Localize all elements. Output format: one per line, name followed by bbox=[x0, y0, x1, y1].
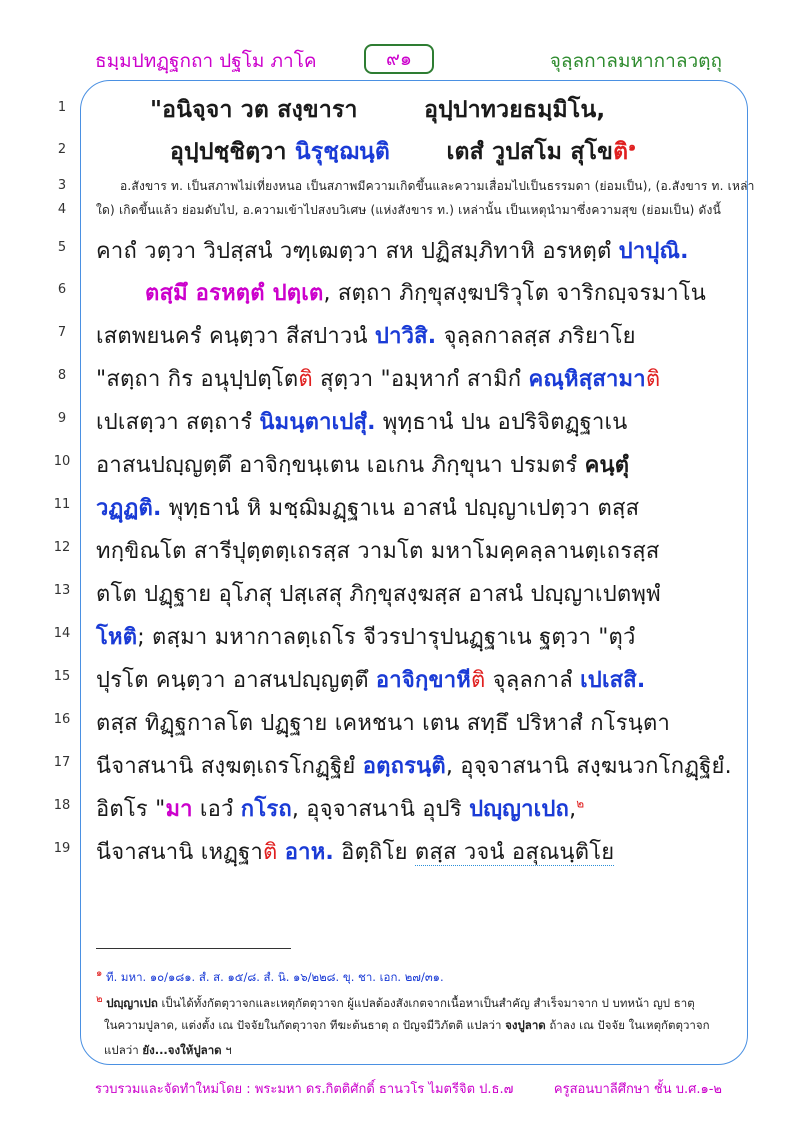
line-number: 8 bbox=[57, 368, 67, 383]
line-number: 12 bbox=[53, 540, 71, 555]
page-number: ๙๑ bbox=[364, 44, 434, 74]
line-number: 1 bbox=[57, 100, 67, 115]
footer-author: รวบรวมและจัดทำใหม่โดย : พระมหา ดร.กิตติศักดิ์ ธานวโร ไมตรีจิต ป.ธ.๗ bbox=[95, 1082, 514, 1097]
body-line-6: ตสฺมึ อรหตฺตํ ปตฺเต, สตฺถา ภิกฺขุสงฺฆปริวุโต จาริกญฺจรมาโน bbox=[145, 281, 707, 306]
line-number: 4 bbox=[57, 202, 67, 217]
body-line-8: "สตฺถา กิร อนุปฺปตฺโตติ สุตฺวา "อมฺหากํ สามิกํ คณฺหิสฺสามาติ bbox=[96, 367, 661, 392]
header-title-right: จุลฺลกาลมหากาลวตฺถุ bbox=[549, 50, 722, 72]
line-4 bbox=[0, 199, 800, 223]
line-number: 5 bbox=[57, 240, 67, 255]
line-2 bbox=[0, 130, 800, 180]
body-line-13: ตโต ปฏฺฐาย อุโภสุ ปสฺเสสุ ภิกฺขุสงฺฆสฺส อาสนํ ปญฺญาเปตพฺพํ bbox=[96, 582, 661, 607]
line-number: 15 bbox=[53, 669, 71, 684]
body-line-19: นีจาสนานิ เหฏฺฐาติ อาห. อิตฺถิโย ตสฺส วจนํ อสุณนฺติโย bbox=[96, 840, 615, 865]
footnote-rule bbox=[96, 948, 291, 949]
header-title-left: ธมฺมปทฏฺฐกถา ปฐโม ภาโค bbox=[95, 50, 317, 72]
body-line-12: ทกฺขิณโต สารีปุตฺตตฺเถรสฺส วามโต มหาโมคฺคลฺลานตฺเถรสฺส bbox=[96, 539, 660, 564]
footnote-2-line-2: ในความปูลาด, แต่งตั้ง เณ ปัจจัยในกัตตุวาจก ทีฆะต้นธาตุ ถ ปัญจมีวิภัตติ แปลว่า จงปูลาด ถ้าลง เณ ปัจจัย ในเหตุกัตตุวาจก bbox=[104, 1018, 710, 1032]
line-number: 13 bbox=[53, 583, 71, 598]
verse-line-2: อุปฺปชฺชิตฺวา นิรุชฺฌนฺติ เตสํ วูปสโม สุโขติ$^๑$ bbox=[170, 139, 637, 165]
line-19 bbox=[0, 829, 800, 879]
footnote-1: ๑ ที. มหา. ๑๐/๑๘๑. สํ. ส. ๑๕/๘. สํ. นิ. ๑๖/๒๒๘. ขุ. ชา. เอก. ๒๗/๓๑. bbox=[96, 968, 444, 984]
translation-line-3: อ.สังขาร ท. เป็นสภาพไม่เที่ยงหนอ เป็นสภาพมีความเกิดขึ้นและความเสื่อมไปเป็นธรรมดา (ย่อมเป็น), (อ.สังขาร ท. เหล่า bbox=[120, 179, 755, 193]
footnote-2-line-1: ๒ ปญฺญาเปถ เป็นได้ทั้งกัตตุวาจกและเหตุกัตตุวาจก ผู้แปลต้องสังเกตจากเนื้อหาเป็นสำคัญ สำเร็จมาจาก ป บทหน้า ญป ธาตุ bbox=[96, 994, 695, 1010]
line-3 bbox=[0, 175, 800, 199]
line-number: 18 bbox=[53, 798, 71, 813]
body-line-16: ตสฺส ทิฏฺฐกาลโต ปฏฺฐาย เคหชนา เตน สทฺธึ ปริหาสํ กโรนฺตา bbox=[96, 711, 671, 736]
line-number: 3 bbox=[57, 178, 67, 193]
line-number: 11 bbox=[53, 497, 71, 512]
body-line-9: เปเสตฺวา สตฺถารํ นิมนฺตาเปสุํ. พุทฺธานํ ปน อปริจิตฏฺฐาเน bbox=[96, 410, 628, 435]
line-number: 2 bbox=[57, 142, 67, 157]
line-number: 14 bbox=[53, 626, 71, 641]
verse-line-1: "อนิจฺจา วต สงฺขารา อุปฺปาทวยธมฺมิโน, bbox=[150, 97, 606, 123]
line-number: 6 bbox=[57, 282, 67, 297]
body-line-15: ปุรโต คนฺตฺวา อาสนปญฺญตฺตึ อาจิกฺขาหีติ จุลฺลกาลํ เปเสสิ. bbox=[96, 668, 646, 693]
line-number: 9 bbox=[57, 411, 67, 426]
line-number: 16 bbox=[53, 712, 71, 727]
footer-course: ครูสอนบาลีศึกษา ชั้น บ.ศ.๑-๒ bbox=[553, 1082, 722, 1097]
line-number: 17 bbox=[53, 755, 71, 770]
body-line-17: นีจาสนานิ สงฺฆตฺเถรโกฏฺฐิยํ อตฺถรนฺติ, อุจฺจาสนานิ สงฺฆนวกโกฏฺฐิยํ. bbox=[96, 754, 732, 779]
body-line-14: โหติ; ตสฺมา มหากาลตฺเถโร จีวรปารุปนฏฺฐาเน ฐตฺวา "ตุวํ bbox=[96, 625, 636, 650]
body-line-5: คาถํ วตฺวา วิปสฺสนํ วฑฺเฒตฺวา สห ปฏิสมฺภิทาหิ อรหตฺตํ ปาปุณิ. bbox=[96, 239, 689, 264]
line-number: 10 bbox=[53, 454, 71, 469]
translation-line-4: ใด) เกิดขึ้นแล้ว ย่อมดับไป, อ.ความเข้าไปสงบวิเศษ (แห่งสังขาร ท.) เหล่านั้น เป็นเหตุนำมาซึ่งความสุข (ย่อมเป็น) ดังนี้ bbox=[96, 203, 722, 217]
body-line-10: อาสนปญฺญตฺตึ อาจิกฺขนฺเตน เอเกน ภิกฺขุนา ปรมตรํ คนฺตุํ bbox=[96, 453, 630, 478]
line-number: 19 bbox=[53, 841, 71, 856]
body-line-18: อิตโร "มา เอวํ กโรถ, อุจฺจาสนานิ อุปริ ปญฺญาเปถ,$^๒$ bbox=[96, 796, 585, 822]
line-number: 7 bbox=[57, 325, 67, 340]
body-line-11: วฏฺฏติ. พุทฺธานํ หิ มชฺฌิมฏฺฐาเน อาสนํ ปญฺญาเปตฺวา ตสฺส bbox=[96, 496, 640, 521]
body-line-7: เสตพยนครํ คนฺตฺวา สีสปาวนํ ปาวิสิ. จุลฺลกาลสฺส ภริยาโย bbox=[96, 324, 636, 349]
footnote-2-line-3: แปลว่า ยัง...จงให้ปูลาด ฯ bbox=[104, 1043, 232, 1057]
